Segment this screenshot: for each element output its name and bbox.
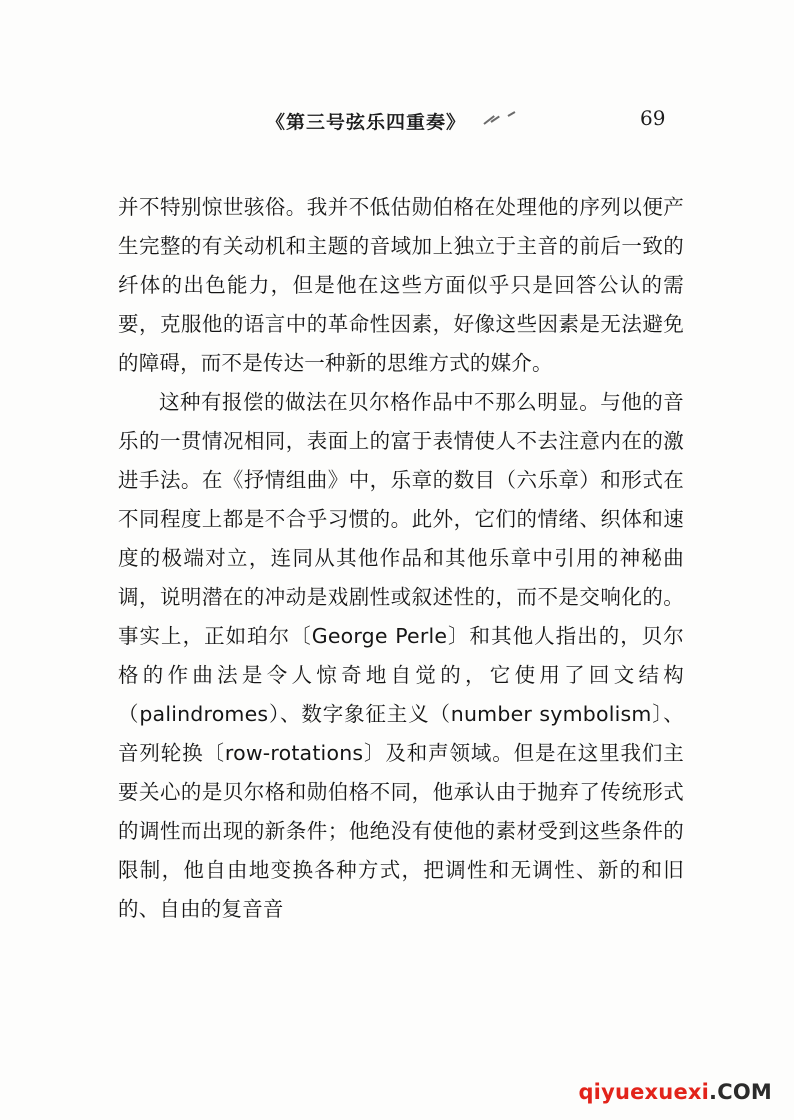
page-header <box>0 108 794 135</box>
body-text <box>118 188 684 929</box>
slash-ornament-icon <box>482 111 528 129</box>
page-number: 69 <box>640 106 666 130</box>
running-title: 《第三号弦乐四重奏》 <box>265 112 466 134</box>
paragraph-2: 这种有报偿的做法在贝尔格作品中不那么明显。与他的音乐的一贯情况相同，表面上的富于表情使人不去注意内在的激进手法。在《抒情组曲》中，乐章的数目（六乐章）和形式在不同程度上都是不合乎习惯的。此外，它们的情绪、织体和速度的极端对立，连同从其他作品和其他乐章中引用的神秘曲调，说明潜在的冲动是戏剧性或叙述性的，而不是交响化的。事实上，正如珀尔〔George Perle〕和其他人指出的，贝尔格的作曲法是令人惊奇地自觉的，它使用了回文结构（palindromes）、数字象征主义（number symbolism〕、音列轮换〔row-rotations〕及和声领域。但是在这里我们主要关心的是贝尔格和勋伯格不同，他承认由于抛弃了传统形式的调性而出现的新条件；他绝没有使他的素材受到这些条件的限制，他自由地变换各种方式，把调性和无调性、新的和旧的、自由的复音音 <box>118 390 684 921</box>
watermark <box>578 1080 772 1104</box>
watermark-secondary: .COM <box>709 1080 772 1104</box>
paragraph-1: 并不特别惊世骇俗。我并不低估勋伯格在处理他的序列以便产生完整的有关动机和主题的音域加上独立于主音的前后一致的纤体的出色能力，但是他在这些方面似乎只是回答公认的需要，克服他的语言中的革命性因素，好像这些因素是无法避免的障碍，而不是传达一种新的思维方式的媒介。 <box>118 195 684 375</box>
watermark-primary: qiyuexuexi <box>578 1080 710 1104</box>
